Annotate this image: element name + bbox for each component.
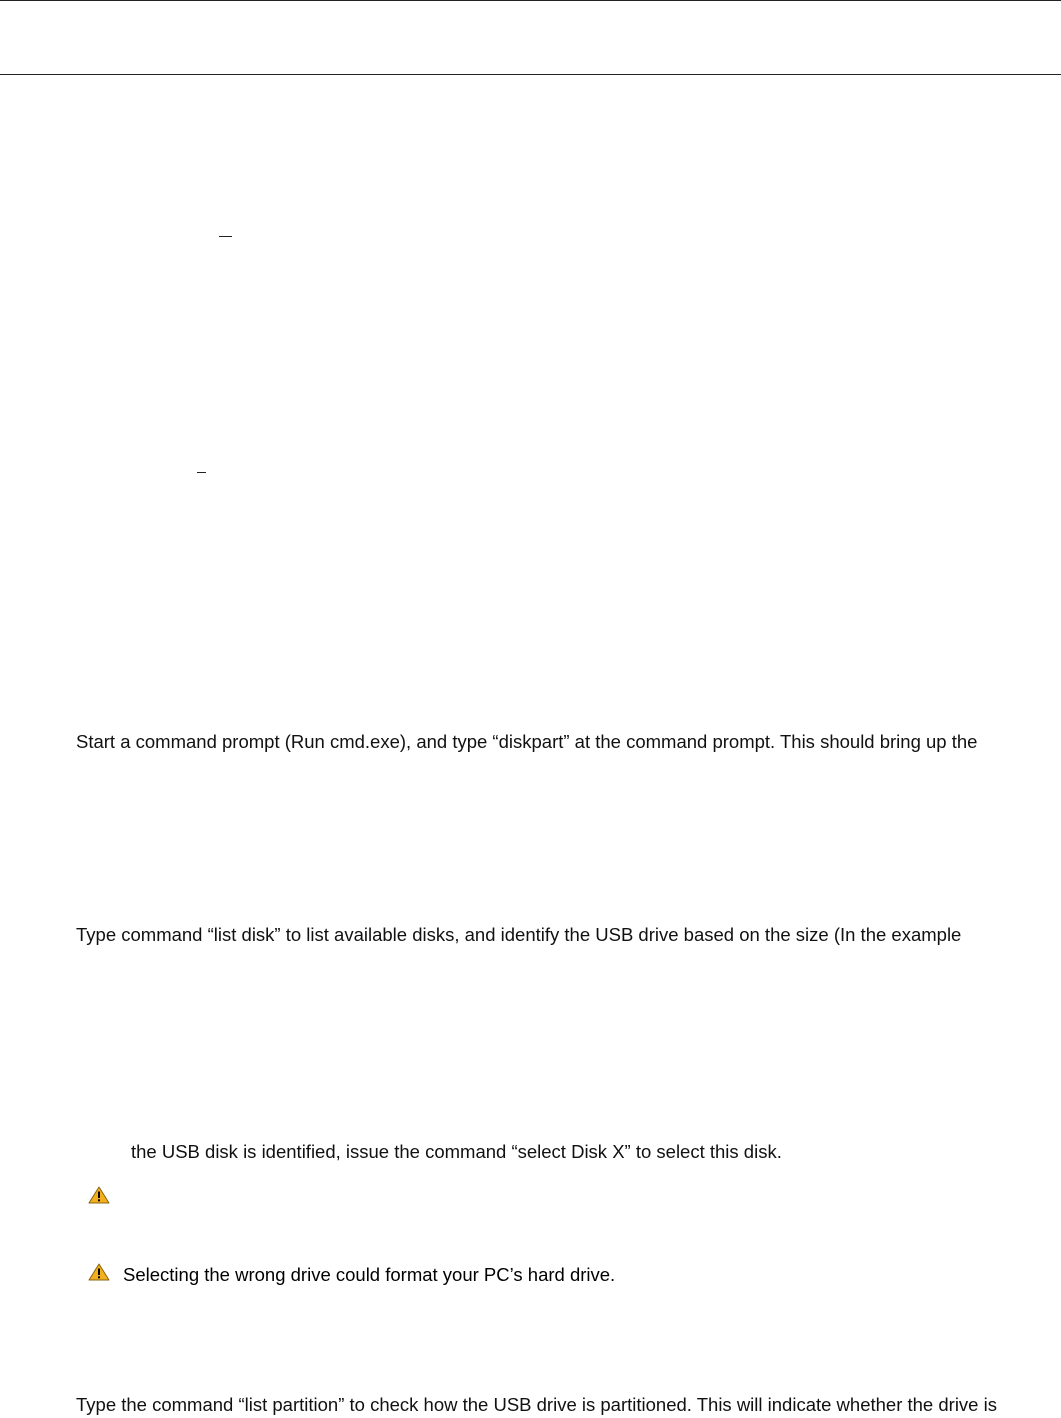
header-bottom-rule [0,74,1061,75]
warning-message: Selecting the wrong drive could format your PC’s hard drive. [123,1264,616,1285]
paragraph-diskpart-intro: Start a command prompt (Run cmd.exe), and type “diskpart” at the command prompt. This should bring up the [76,731,978,752]
paragraph-list-disk: Type command “list disk” to list available disks, and identify the USB drive based on the size (In the example [76,924,962,945]
paragraph-list-partition: Type the command “list partition” to check how the USB drive is partitioned. This will indicate whether the drive is [76,1394,997,1415]
warning-icon [88,1263,110,1281]
dash-mark [219,236,232,237]
warning-icon [88,1186,110,1204]
paragraph-select-disk: the USB disk is identified, issue the command “select Disk X” to select this disk. [131,1141,782,1162]
dash-mark [197,472,206,473]
top-rule [0,0,1061,1]
